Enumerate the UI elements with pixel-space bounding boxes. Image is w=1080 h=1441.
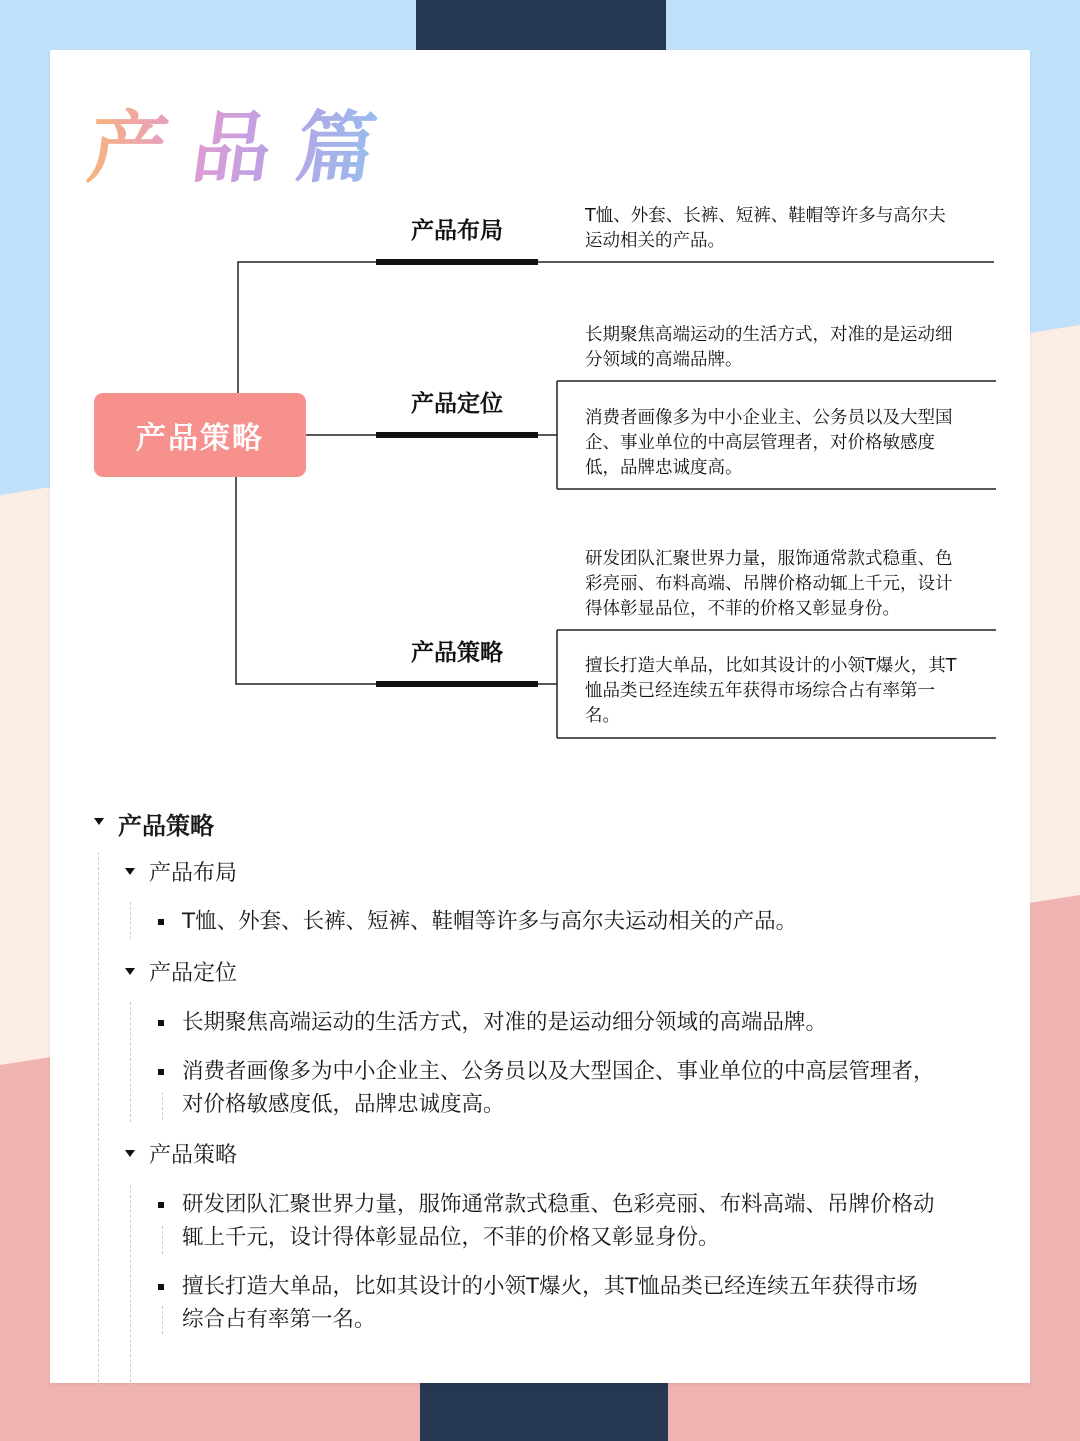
- outline-section-row[interactable]: [125, 1138, 237, 1169]
- outline-guide-level1: [98, 852, 99, 1387]
- leaf-node-layout-1[interactable]: [585, 204, 946, 254]
- outline-item[interactable]: [158, 905, 797, 938]
- bullet-icon: [158, 1020, 164, 1026]
- connector-root-branch1: [238, 262, 376, 393]
- bullet-icon: [158, 1069, 164, 1075]
- bottom-navy-bar: [420, 1383, 668, 1441]
- leaf-node-strategy-1[interactable]: [585, 547, 953, 622]
- outline-item-line: 擅长打造大单品，比如其设计的小领T爆火，其T恤品类已经连续五年获得市场: [182, 1274, 918, 1299]
- bullet-icon: [158, 1202, 164, 1208]
- outline-section-row[interactable]: [125, 956, 237, 987]
- leaf-line: 恤品类已经连续五年获得市场综合占有率第一: [585, 681, 935, 701]
- branch-node-strategy[interactable]: 产品策略: [411, 640, 503, 666]
- outline-item-line: 对价格敏感度低，品牌忠诚度高。: [182, 1092, 505, 1117]
- outline-item[interactable]: [158, 1055, 935, 1121]
- outline-item-line: T恤、外套、长裤、短裤、鞋帽等许多与高尔夫运动相关的产品。: [182, 909, 798, 934]
- top-navy-bar: [416, 0, 666, 52]
- leaf-line: 企、事业单位的中高层管理者，对价格敏感度: [585, 433, 935, 453]
- outline-section-row[interactable]: [125, 856, 237, 887]
- outline-section-label: 产品布局: [149, 861, 238, 886]
- leaf-node-positioning-1[interactable]: [585, 323, 953, 373]
- caret-down-icon[interactable]: [125, 1150, 135, 1157]
- caret-down-icon[interactable]: [125, 868, 135, 875]
- bullet-icon: [158, 919, 164, 925]
- leaf-line: 分领域的高端品牌。: [585, 350, 743, 370]
- outline-item[interactable]: [158, 1188, 935, 1254]
- leaf-node-strategy-2[interactable]: [585, 654, 956, 729]
- connector-root-branch3: [236, 477, 376, 684]
- outline-section-label: 产品策略: [149, 1143, 238, 1168]
- leaf-line: 研发团队汇聚世界力量，服饰通常款式稳重、色: [585, 549, 953, 569]
- branch-node-positioning[interactable]: 产品定位: [411, 391, 503, 417]
- outline-root-row[interactable]: [94, 806, 214, 841]
- leaf-line: 得体彰显品位，不菲的价格又彰显身份。: [585, 599, 900, 619]
- mindmap-root-node[interactable]: 产品策略: [94, 393, 306, 477]
- outline-root-label: 产品策略: [118, 812, 214, 840]
- leaf-line: 彩亮丽、布料高端、吊牌价格动辄上千元，设计: [585, 574, 953, 594]
- caret-down-icon[interactable]: [94, 818, 104, 825]
- outline-item[interactable]: [158, 1006, 827, 1039]
- outline-item-line: 辄上千元，设计得体彰显品位，不菲的价格又彰显身份。: [182, 1225, 720, 1250]
- leaf-line: 消费者画像多为中小企业主、公务员以及大型国: [585, 408, 953, 428]
- page-title: 产品篇: [82, 86, 410, 198]
- caret-down-icon[interactable]: [125, 968, 135, 975]
- outline-section-label: 产品定位: [149, 961, 238, 986]
- branch3-underline: [376, 681, 538, 687]
- outline-guide-level2: [130, 1002, 131, 1122]
- outline-item-line: 长期聚焦高端运动的生活方式，对准的是运动细分领域的高端品牌。: [182, 1010, 828, 1035]
- leaf-line: T恤、外套、长裤、短裤、鞋帽等许多与高尔夫: [585, 206, 946, 226]
- outline-item[interactable]: [158, 1270, 918, 1336]
- leaf-line: 擅长打造大单品，比如其设计的小领T爆火，其T: [585, 656, 957, 676]
- outline-item-line: 消费者画像多为中小企业主、公务员以及大型国企、事业单位的中高层管理者，: [182, 1059, 935, 1084]
- leaf-line: 运动相关的产品。: [585, 231, 725, 251]
- content-card: [50, 50, 1030, 1383]
- branch2-underline: [376, 432, 538, 438]
- branch-node-layout[interactable]: 产品布局: [411, 218, 503, 244]
- bullet-icon: [158, 1284, 164, 1290]
- leaf-line: 长期聚焦高端运动的生活方式，对准的是运动细: [585, 325, 953, 345]
- outline-item-line: 研发团队汇聚世界力量，服饰通常款式稳重、色彩亮丽、布料高端、吊牌价格动: [182, 1192, 935, 1217]
- leaf-line: 名。: [585, 706, 620, 726]
- leaf-node-positioning-2[interactable]: [585, 406, 953, 481]
- leaf-line: 低，品牌忠诚度高。: [585, 458, 743, 478]
- branch1-underline: [376, 259, 538, 265]
- outline-guide-level2: [130, 1185, 131, 1387]
- outline-guide-level2: [130, 902, 131, 939]
- outline-item-line: 综合占有率第一名。: [182, 1307, 376, 1332]
